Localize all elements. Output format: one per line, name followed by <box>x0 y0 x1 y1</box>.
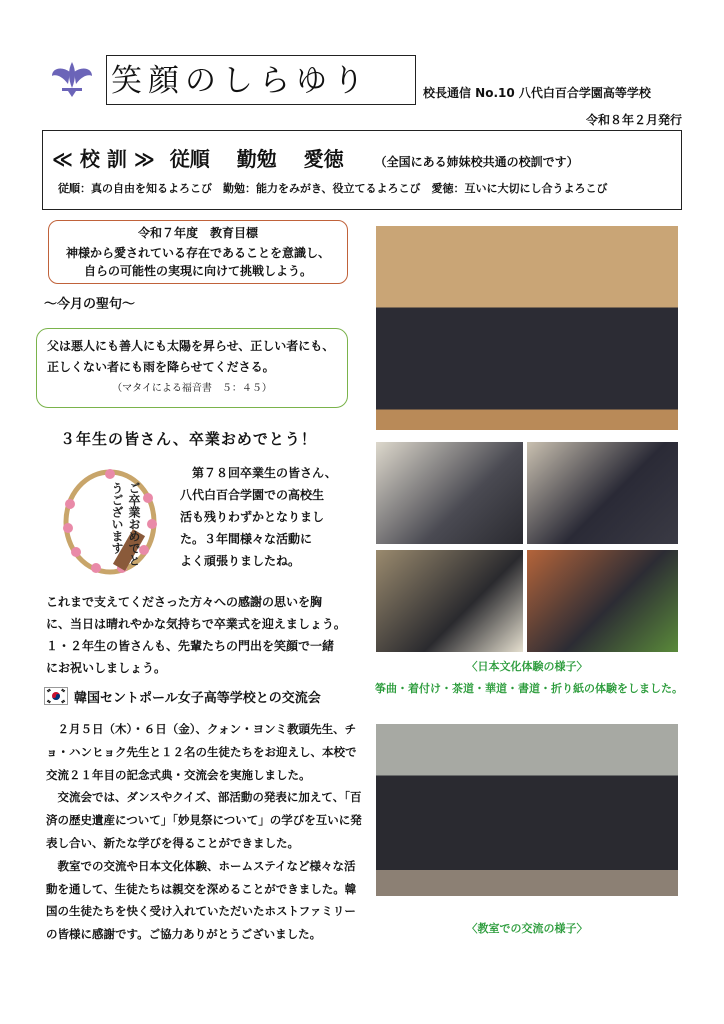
goal-line: 自らの可能性の実現に向けて挑戦しよう。 <box>83 264 312 278</box>
text-line: にお祝いしましょう。 <box>46 661 167 675</box>
classroom-photo <box>376 724 678 896</box>
culture-caption-title: 〈日本文化体験の様子〉 <box>466 660 588 673</box>
graduation-body <box>46 591 356 679</box>
culture-caption-description: 筝曲・着付け・茶道・華道・書道・折り紙の体験をしました。 <box>375 682 683 695</box>
graduation-intro <box>180 462 350 572</box>
text-line: 第７８回卒業生の皆さん、 <box>192 466 337 480</box>
verse-box <box>36 328 348 408</box>
text-line: に、当日は晴れやかな気持ちで卒業式を迎えましょう。 <box>46 617 346 631</box>
verse-line: 正しくない者にも雨を降らせてくださる。 <box>47 360 275 374</box>
newsletter-subtitle: 校長通信 No.10 八代白百合学園高等学校 <box>423 86 651 100</box>
exchange-paragraph: 教室での交流や日本文化体験、ホームステイなど様々な活動を通して、生徒たちは親交を深めることができました。韓国の生徒たちを快く受け入れていただいたホストファミリーの皆様に感謝です。ご協力ありがとうございました。 <box>46 858 357 942</box>
verse-source: （マタイによる福音書 ５：４５） <box>112 383 272 394</box>
graduation-wreath-image <box>56 464 164 584</box>
lily-crest-icon <box>48 58 96 98</box>
motto-line <box>52 143 579 172</box>
motto-description: 従順：真の自由を知るよろこび 勤勉：能力をみがき、役立てるよろこび 愛徳：互いに大切にし合うよろこび <box>58 182 608 195</box>
exchange-heading: 韓国セントポール女子高等学校との交流会 <box>74 691 321 706</box>
culture-photo-2 <box>527 442 678 544</box>
classroom-caption: 〈教室での交流の様子〉 <box>466 922 588 935</box>
text-line: １・２年生の皆さんも、先輩たちの門出を笑顔で一緒 <box>46 639 335 653</box>
culture-photo-3 <box>376 550 523 652</box>
verse-heading: ～今月の聖句～ <box>44 297 136 312</box>
exchange-paragraph: ２月５日（木）・６日（金）、クォン・ヨンミ教頭先生、チョ・ハンヒョク先生と１２名の生徒たちをお迎えし、本校で交流２１年目の記念式典・交流会を実施しました。 <box>46 722 357 782</box>
motto-note: （全国にある姉妹校共通の校訓です） <box>374 155 579 169</box>
issue-date: 令和８年２月発行 <box>585 113 682 127</box>
exchange-body <box>46 718 366 946</box>
culture-photo-1 <box>376 442 523 544</box>
text-line: 八代白百合学園での高校生 <box>180 488 325 502</box>
group-photo <box>376 226 678 430</box>
text-line: よく頑張りましたね。 <box>180 554 301 568</box>
education-goal-box <box>48 220 348 284</box>
graduation-heading: ３年生の皆さん、卒業おめでとう！ <box>60 430 317 448</box>
newsletter-title: 笑顔のしらゆり <box>106 55 416 105</box>
exchange-paragraph: 交流会では、ダンスやクイズ、部活動の発表に加えて、「百済の歴史遺産について」「妙見祭について」の学びを互いに発表し合い、新たな学びを得ることができました。 <box>46 790 362 850</box>
text-line: 活も残りわずかとなりまし <box>180 510 325 524</box>
culture-photo-4 <box>527 550 678 652</box>
goal-heading: 令和７年度 教育目標 <box>137 226 258 240</box>
motto-label: ≪ 校 訓 ≫ <box>52 147 155 171</box>
text-line: た。３年間様々な活動に <box>180 532 313 546</box>
motto-values: 従順 勤勉 愛徳 <box>169 147 344 171</box>
goal-line: 神様から愛されている存在であることを意識し、 <box>65 246 330 260</box>
verse-line: 父は悪人にも善人にも太陽を昇らせ、正しい者にも、 <box>47 339 335 353</box>
text-line: これまで支えてくださった方々への感謝の思いを胸 <box>46 595 323 609</box>
korean-flag-icon <box>44 687 68 705</box>
wreath-text: ご卒業おめでとうございます <box>110 482 141 566</box>
